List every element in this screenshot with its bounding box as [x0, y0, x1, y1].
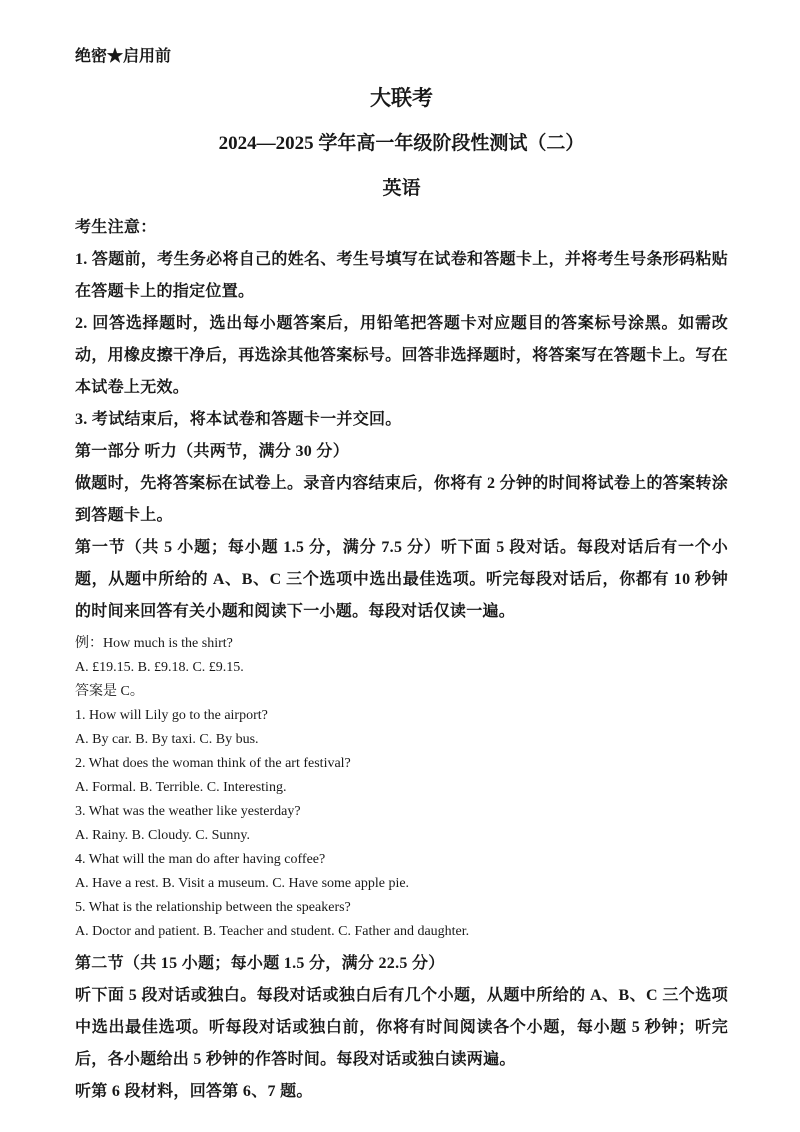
options-1: A. By car. B. By taxi. C. By bus.	[75, 732, 259, 747]
notice-item-3: 3. 考试结束后，将本试卷和答题卡一并交回。	[75, 411, 402, 428]
question-3: 3. What was the weather like yesterday?	[75, 804, 301, 819]
part1-heading: 第一部分 听力（共两节，满分 30 分）	[75, 443, 350, 460]
example-options: A. £19.15. B. £9.18. C. £9.15.	[75, 660, 244, 675]
question-2: 2. What does the woman think of the art festival?	[75, 756, 351, 771]
material6-prompt: 听第 6 段材料，回答第 6、7 题。	[75, 1083, 313, 1100]
question-4: 4. What will the man do after having coffee?	[75, 852, 326, 867]
part1-intro: 做题时，先将答案标在试卷上。录音内容结束后，你将有 2 分钟的时间将试卷上的答案转涂到答题卡上。	[75, 475, 728, 524]
options-3: A. Rainy. B. Cloudy. C. Sunny.	[75, 828, 251, 843]
example-answer: 答案是 C。	[75, 684, 144, 699]
question-1: 1. How will Lily go to the airport?	[75, 708, 268, 723]
example-question: 例：How much is the shirt?	[75, 636, 233, 651]
options-4: A. Have a rest. B. Visit a museum. C. Have some apple pie.	[75, 876, 410, 891]
notice-item-1: 1. 答题前，考生务必将自己的姓名、考生号填写在试卷和答题卡上，并将考生号条形码粘贴在答题卡上的指定位置。	[75, 251, 728, 300]
security-label: 绝密★启用前	[75, 48, 172, 65]
exam-subject: 英语	[382, 178, 421, 199]
section2-heading: 第二节（共 15 小题；每小题 1.5 分，满分 22.5 分）	[75, 955, 445, 972]
exam-brand-title: 大联考	[370, 86, 433, 110]
exam-title: 2024—2025 学年高一年级阶段性测试（二）	[218, 133, 585, 154]
section2-instructions: 听下面 5 段对话或独白。每段对话或独白后有几个小题，从题中所给的 A、B、C 三个选项中选出最佳选项。听每段对话或独白前，你将有时间阅读各个小题，每小题 5 秒钟；听完后，各小题给出 5 秒钟的作答时间。每段对话或独白读两遍。	[75, 987, 728, 1068]
question-5: 5. What is the relationship between the speakers?	[75, 900, 351, 915]
section1-instructions: 第一节（共 5 小题；每小题 1.5 分，满分 7.5 分）听下面 5 段对话。每段对话后有一个小题，从题中所给的 A、B、C 三个选项中选出最佳选项。听完每段对话后，你都有 10 秒钟的时间来回答有关小题和阅读下一小题。每段对话仅读一遍。	[75, 539, 728, 620]
options-5: A. Doctor and patient. B. Teacher and student. C. Father and daughter.	[75, 924, 470, 939]
options-2: A. Formal. B. Terrible. C. Interesting.	[75, 780, 287, 795]
notice-item-2: 2. 回答选择题时，选出每小题答案后，用铅笔把答题卡对应题目的答案标号涂黑。如需改动，用橡皮擦干净后，再选涂其他答案标号。回答非选择题时，将答案写在答题卡上。写在本试卷上无效。	[75, 315, 728, 396]
notice-heading: 考生注意：	[75, 219, 157, 236]
